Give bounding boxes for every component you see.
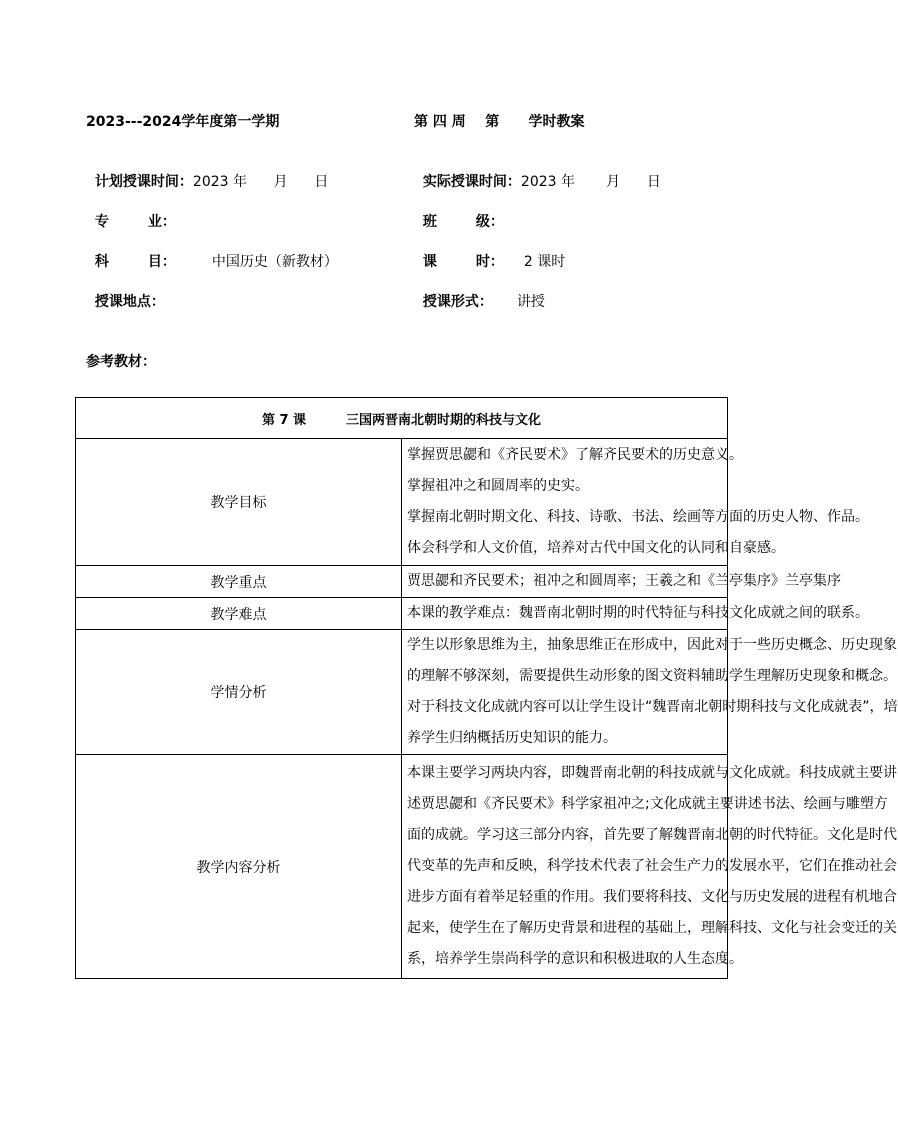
content-line: 掌握南北朝时期文化、科技、诗歌、书法、绘画等方面的历史人物、作品。 <box>407 509 869 525</box>
form-label: 授课形式： <box>422 294 493 310</box>
class-field <box>414 192 504 232</box>
lesson-plan-table <box>75 397 898 979</box>
content-line: 养学生归纳概括历史知识的能力。 <box>407 730 617 746</box>
hours-field <box>414 232 565 272</box>
content-line: 体会科学和人文价值，培养对古代中国文化的认同和自豪感。 <box>407 540 785 556</box>
major-field <box>86 192 176 232</box>
content-line: 代变革的先声和反映，科学技术代表了社会生产力的发展水平，它们在推动社会 <box>407 858 897 874</box>
row-label-difficulties: 教学难点 <box>76 598 402 630</box>
row-label-content-analysis: 教学内容分析 <box>76 755 402 979</box>
subject-label: 科 目： <box>94 254 176 270</box>
table-row <box>76 439 728 566</box>
content-line: 的理解不够深刻，需要提供生动形象的图文资料辅助学生理解历史现象和概念。 <box>407 668 897 684</box>
content-line: 掌握祖冲之和圆周率的史实。 <box>407 478 589 494</box>
subject-value: 中国历史（新教材） <box>211 254 338 270</box>
actual-time <box>414 152 661 192</box>
actual-time-label: 实际授课时间： <box>422 174 521 190</box>
planned-time-value: 2023 年 月 日 <box>192 174 329 190</box>
lesson-number: 第 7 课 <box>261 412 307 428</box>
row-content-student-analysis <box>402 630 898 755</box>
place-label: 授课地点： <box>94 294 165 310</box>
form-value: 讲授 <box>516 294 545 310</box>
content-line: 对于科技文化成就内容可以让学生设计“魏晋南北朝时期科技与文化成就表”，培 <box>407 699 898 715</box>
semester-title: 2023---2024学年度第一学期 <box>86 114 280 130</box>
content-line: 进步方面有着举足轻重的作用。我们要将科技、文化与历史发展的进程有机地合 <box>407 889 897 905</box>
subject-field <box>86 232 338 272</box>
table-caption-row <box>76 398 728 439</box>
content-line: 面的成就。学习这三部分内容，首先要了解魏晋南北朝的时代特征。文化是时代 <box>407 827 897 843</box>
row-content-goals <box>402 439 869 566</box>
content-line: 贾思勰和齐民要术；祖冲之和圆周率；王羲之和《兰亭集序》兰亭集序 <box>407 573 841 589</box>
actual-time-value: 2023 年 月 日 <box>520 174 661 190</box>
week-title: 第 四 周 第 学时教案 <box>414 114 585 130</box>
reference-label: 参考教材： <box>86 354 156 370</box>
form-field <box>414 272 545 312</box>
lesson-caption <box>76 398 728 439</box>
row-label-key-points: 教学重点 <box>76 566 402 598</box>
content-line: 学生以形象思维为主，抽象思维正在形成中，因此对于一些历史概念、历史现象 <box>407 637 897 653</box>
row-label-student-analysis: 学情分析 <box>76 630 402 755</box>
lesson-title: 三国两晋南北朝时期的科技与文化 <box>346 412 542 428</box>
row-content-difficulties <box>402 598 869 630</box>
content-line: 系，培养学生崇尚科学的意识和积极进取的人生态度。 <box>407 951 743 967</box>
hours-value: 2 课时 <box>523 254 566 270</box>
content-line: 本课主要学习两块内容，即魏晋南北朝的科技成就与文化成就。科技成就主要讲 <box>407 765 897 781</box>
planned-time-label: 计划授课时间： <box>94 174 193 190</box>
major-label: 专 业： <box>94 214 176 230</box>
table-row <box>76 630 728 755</box>
table-row <box>76 566 728 598</box>
content-line: 掌握贾思勰和《齐民要术》了解齐民要术的历史意义。 <box>407 447 743 463</box>
content-line: 本课的教学难点：魏晋南北朝时期的时代特征与科技文化成就之间的联系。 <box>407 605 869 621</box>
row-label-goals: 教学目标 <box>76 439 402 566</box>
table-row <box>76 755 728 979</box>
content-line: 起来，使学生在了解历史背景和进程的基础上，理解科技、文化与社会变迁的关 <box>407 920 897 936</box>
row-content-content-analysis <box>402 755 897 979</box>
content-line: 述贾思勰和《齐民要术》科学家祖冲之;文化成就主要讲述书法、绘画与雕塑方 <box>407 796 888 812</box>
row-content-key-points <box>402 566 841 598</box>
table-row <box>76 598 728 630</box>
place-field <box>86 272 165 312</box>
class-label: 班 级： <box>422 214 504 230</box>
planned-time <box>86 152 328 192</box>
hours-label: 课 时： <box>422 254 504 270</box>
